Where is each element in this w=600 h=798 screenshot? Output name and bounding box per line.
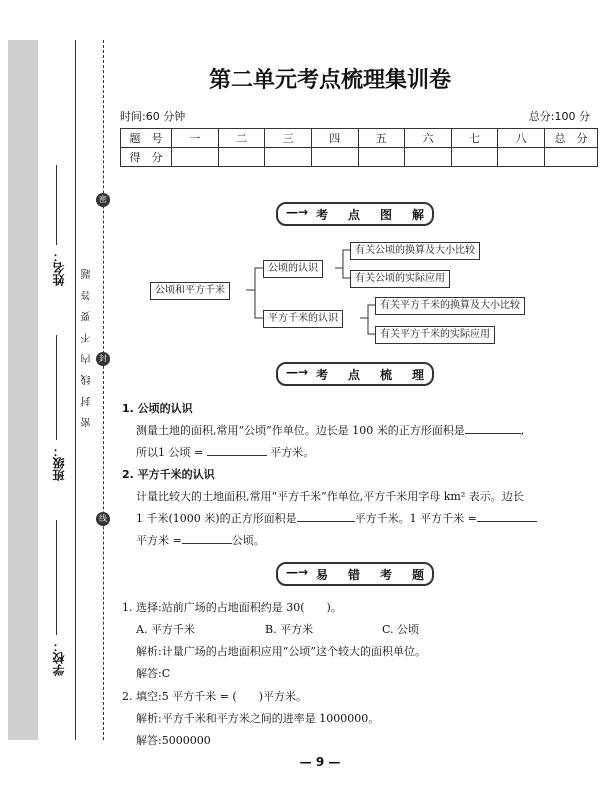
q1-analysis: 解析:计量广场的占地面积应用“公顷”这个较大的面积单位。 (136, 645, 426, 658)
arrow-icon: —→ (286, 365, 309, 379)
table-cell: 一 (172, 129, 219, 148)
section-2-title: 2. 平方千米的认识 (122, 468, 215, 481)
error-question-1: 1. 选择:站前广场的占地面积约是 30( )。 (122, 601, 342, 614)
section-2-line3 (136, 532, 265, 548)
seal-knot-mi: 密 (96, 193, 110, 207)
text: 平方米。 (270, 446, 315, 459)
diagram-leaf: 有关平方千米的实际应用 (375, 326, 495, 344)
diagram-leaf: 有关公顷的换算及大小比较 (350, 242, 480, 260)
table-cell: 得 分 (121, 148, 172, 167)
page-title: 第二单元考点梳理集训卷 (208, 68, 451, 93)
table-cell: 七 (451, 129, 498, 148)
text: 公顷。 (231, 534, 265, 547)
diagram-root: 公顷和平方千米 (150, 282, 230, 300)
diagram-leaf: 有关公顷的实际应用 (350, 270, 450, 288)
banner-char: 梳 (379, 368, 392, 382)
name-label: 姓名： (52, 250, 66, 286)
error-question-2: 2. 填空:5 平方千米 = ( )平方米。 (122, 690, 307, 703)
school-label: 学校： (52, 640, 66, 676)
arrow-icon: —→ (286, 205, 309, 219)
total-score-label: 总分:100 分 (528, 110, 590, 123)
table-cell: 总 分 (545, 129, 598, 148)
banner-char: 图 (379, 208, 392, 222)
fill-blank[interactable] (465, 433, 521, 434)
text: 所以1 公顷 = (136, 446, 204, 459)
banner-char: 错 (347, 568, 360, 582)
text: 1 千米(1000 米)的正方形面积是 (136, 512, 297, 525)
seal-knot-xian: 线 (96, 512, 110, 526)
time-label: 时间:60 分钟 (120, 110, 186, 123)
banner-char: 易 (316, 568, 329, 582)
banner-char: 理 (411, 368, 424, 382)
class-label: 班级： (52, 445, 66, 481)
q1-option-b: B. 平方米 (265, 623, 314, 636)
fill-blank[interactable] (477, 521, 537, 522)
arrow-icon: —→ (286, 565, 309, 579)
banner-char: 考 (316, 368, 329, 382)
banner-char: 点 (347, 368, 360, 382)
banner-char: 解 (411, 208, 424, 222)
table-cell: 八 (498, 129, 545, 148)
page-number: — 9 — (299, 755, 341, 769)
banner-key-points (276, 362, 434, 386)
diagram-leaf: 有关平方千米的换算及大小比较 (375, 297, 525, 315)
banner-char: 点 (347, 208, 360, 222)
diagram-node-hectare: 公顷的认识 (263, 260, 323, 278)
q1-answer: 解答:C (136, 667, 171, 680)
seal-text: 密 封 线 内 不 要 答 题 (82, 265, 93, 428)
banner-char: 考 (316, 208, 329, 222)
q1-option-c: C. 公顷 (382, 623, 420, 636)
diagram-node-sqkm: 平方千米的认识 (263, 310, 343, 328)
text: 平方千米。1 平方千米 = (354, 512, 477, 525)
fill-blank[interactable] (207, 455, 267, 456)
q2-analysis: 解析:平方千米和平方米之间的进率是 1000000。 (136, 712, 380, 725)
text: 测量土地的面积,常用“公顷”作单位。边长是 100 米的正方形面积是 (136, 424, 465, 437)
banner-char: 题 (411, 568, 424, 582)
table-cell: 题 号 (121, 129, 172, 148)
section-1-line2 (136, 444, 314, 460)
section-2-line2 (136, 510, 537, 526)
section-2-line1: 计量比较大的土地面积,常用“平方千米”作单位,平方千米用字母 km² 表示。边长 (136, 490, 524, 503)
table-cell: 六 (405, 129, 452, 148)
section-1-line1: 测量土地的面积,常用“公顷”作单位。边长是 100 米的正方形面积是 , (136, 424, 525, 437)
seal-knot-feng: 封 (96, 352, 110, 366)
text: 平方米 = (136, 534, 182, 547)
banner-char: 考 (379, 568, 392, 582)
table-cell: 二 (218, 129, 265, 148)
table-cell: 四 (311, 129, 358, 148)
q1-option-a: A. 平方千米 (136, 623, 195, 636)
fill-blank[interactable] (182, 543, 232, 544)
q2-answer: 解答:5000000 (136, 734, 211, 747)
table-cell: 五 (358, 129, 405, 148)
fill-blank[interactable] (297, 521, 355, 522)
section-1-title: 1. 公顷的认识 (122, 402, 193, 415)
banner-common-errors (276, 562, 434, 586)
table-cell: 三 (265, 129, 312, 148)
